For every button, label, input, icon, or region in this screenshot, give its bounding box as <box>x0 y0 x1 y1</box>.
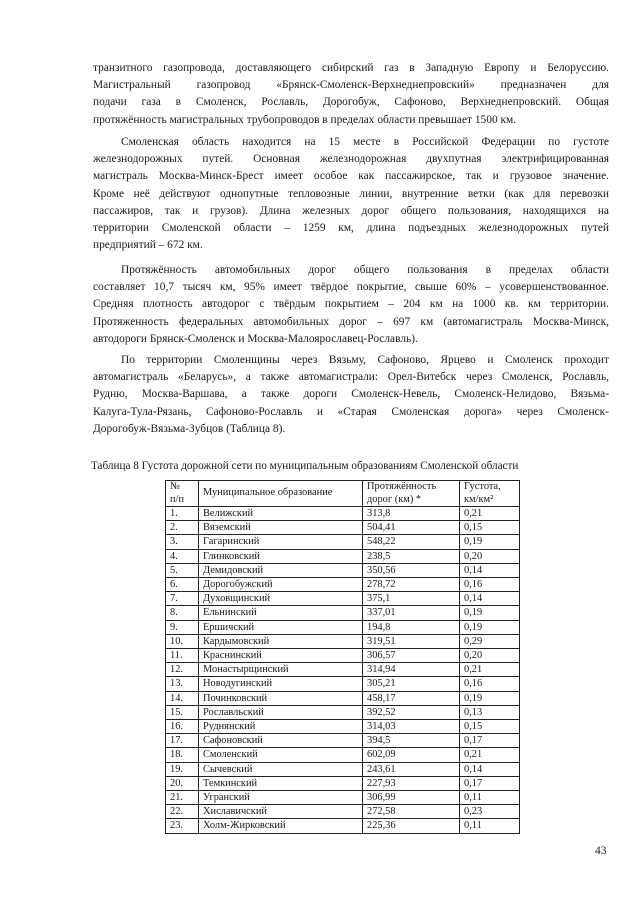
municipality-name: Глинковский <box>199 549 363 563</box>
header-municipality: Муниципальное образование <box>199 481 363 507</box>
row-number: 12. <box>166 663 199 677</box>
text-line: Магистральный газопровод «Брянск-Смоленск-Верхнеднепровский» предназначен для <box>93 79 609 92</box>
road-density: 0,16 <box>460 677 520 691</box>
text-line: подачи газа в Смоленск, Рославль, Дорогобуж, Сафоново, Верхнеднепровский. Общая <box>93 96 609 109</box>
table-row <box>166 805 520 819</box>
road-density: 0,23 <box>460 805 520 819</box>
road-length: 278,72 <box>363 578 460 592</box>
municipality-name: Духовщинский <box>199 592 363 606</box>
road-length: 504,41 <box>363 521 460 535</box>
municipality-name: Хиславичский <box>199 805 363 819</box>
road-density-table <box>165 480 520 834</box>
road-density: 0,20 <box>460 649 520 663</box>
municipality-name: Ершичский <box>199 620 363 634</box>
row-number: 1. <box>166 507 199 521</box>
row-number: 17. <box>166 734 199 748</box>
paragraph-roads <box>93 262 609 348</box>
header-length-line1: Протяжённость <box>367 481 437 492</box>
table-header-row <box>166 481 520 507</box>
road-length: 392,52 <box>363 705 460 719</box>
text-line: железнодорожных путей. Основная железнодорожная двухпутная электрифицированная <box>93 153 609 166</box>
table-row <box>166 578 520 592</box>
municipality-name: Демидовский <box>199 563 363 577</box>
table-row <box>166 592 520 606</box>
road-length: 225,36 <box>363 819 460 833</box>
municipality-name: Починковский <box>199 691 363 705</box>
municipality-name: Вяземский <box>199 521 363 535</box>
municipality-name: Руднянский <box>199 720 363 734</box>
road-density: 0,16 <box>460 578 520 592</box>
table-row <box>166 521 520 535</box>
road-length: 243,61 <box>363 762 460 776</box>
road-density: 0,19 <box>460 535 520 549</box>
road-density: 0,14 <box>460 762 520 776</box>
table-row <box>166 563 520 577</box>
road-length: 458,17 <box>363 691 460 705</box>
municipality-name: Сычевский <box>199 762 363 776</box>
row-number: 10. <box>166 634 199 648</box>
municipality-name: Ельнинский <box>199 606 363 620</box>
row-number: 9. <box>166 620 199 634</box>
row-number: 3. <box>166 535 199 549</box>
header-density-line2: км/км² <box>464 493 494 505</box>
header-length-line2: дорог (км) * <box>367 493 422 505</box>
table-row <box>166 762 520 776</box>
road-length: 314,03 <box>363 720 460 734</box>
road-length: 314,94 <box>363 663 460 677</box>
table-row <box>166 720 520 734</box>
table-row <box>166 691 520 705</box>
table-row <box>166 748 520 762</box>
page-number: 43 <box>595 845 607 857</box>
row-number: 14. <box>166 691 199 705</box>
table-row <box>166 791 520 805</box>
text-line: Смоленская область находится на 15 месте в Российской Федерации по густоте <box>121 136 609 148</box>
table-row <box>166 705 520 719</box>
road-length: 306,57 <box>363 649 460 663</box>
paragraph-gas-pipelines <box>93 60 609 129</box>
road-length: 306,99 <box>363 791 460 805</box>
table-row <box>166 776 520 790</box>
table-row <box>166 677 520 691</box>
road-density: 0,14 <box>460 592 520 606</box>
row-number: 2. <box>166 521 199 535</box>
road-length: 227,93 <box>363 776 460 790</box>
road-length: 313,8 <box>363 507 460 521</box>
header-density <box>460 481 520 507</box>
table-body <box>166 507 520 834</box>
row-number: 22. <box>166 805 199 819</box>
row-number: 7. <box>166 592 199 606</box>
road-density: 0,21 <box>460 663 520 677</box>
municipality-name: Рославльский <box>199 705 363 719</box>
municipality-name: Холм-Жирковский <box>199 819 363 833</box>
row-number: 8. <box>166 606 199 620</box>
municipality-name: Кардымовский <box>199 634 363 648</box>
municipality-name: Краснинский <box>199 649 363 663</box>
text-line: предприятий – 672 км. <box>93 239 203 252</box>
road-density: 0,29 <box>460 634 520 648</box>
municipality-name: Темкинский <box>199 776 363 790</box>
row-number: 5. <box>166 563 199 577</box>
road-length: 375,1 <box>363 592 460 606</box>
table-row <box>166 620 520 634</box>
table-row <box>166 663 520 677</box>
text-line: протяжённость магистральных трубопроводов в пределах области превышает 1500 км. <box>93 113 517 126</box>
text-line: пассажиров, так и грузов). Длина железных дорог общего пользования, находящихся на <box>93 204 609 217</box>
road-density: 0,19 <box>460 620 520 634</box>
municipality-name: Монастырщинский <box>199 663 363 677</box>
row-number: 11. <box>166 649 199 663</box>
header-number-line1: № <box>170 481 180 492</box>
road-density: 0,13 <box>460 705 520 719</box>
municipality-name: Смоленский <box>199 748 363 762</box>
road-density: 0,21 <box>460 748 520 762</box>
text-line: Протяженность федеральных автомобильных дорог – 697 км (автомагистраль Москва-Минск, <box>93 315 609 328</box>
table-row <box>166 535 520 549</box>
row-number: 18. <box>166 748 199 762</box>
text-line: автодороги Брянск-Смоленск и Москва-Малоярославец-Рославль). <box>93 332 418 345</box>
municipality-name: Велижский <box>199 507 363 521</box>
row-number: 13. <box>166 677 199 691</box>
row-number: 23. <box>166 819 199 833</box>
row-number: 15. <box>166 705 199 719</box>
road-length: 337,01 <box>363 606 460 620</box>
header-number <box>166 481 199 507</box>
road-density: 0,17 <box>460 734 520 748</box>
row-number: 6. <box>166 578 199 592</box>
road-density: 0,15 <box>460 521 520 535</box>
header-density-line1: Густота, <box>464 481 501 492</box>
road-length: 602,09 <box>363 748 460 762</box>
road-length: 272,58 <box>363 805 460 819</box>
road-density: 0,21 <box>460 507 520 521</box>
paragraph-highways <box>93 352 609 438</box>
text-line: Дорогобуж-Вязьма-Зубцов (Таблица 8). <box>93 422 286 435</box>
road-length: 350,56 <box>363 563 460 577</box>
table-row <box>166 649 520 663</box>
road-length: 194,8 <box>363 620 460 634</box>
municipality-name: Новодугинский <box>199 677 363 691</box>
table-row <box>166 606 520 620</box>
municipality-name: Угранский <box>199 791 363 805</box>
row-number: 21. <box>166 791 199 805</box>
municipality-name: Гагаринский <box>199 535 363 549</box>
row-number: 16. <box>166 720 199 734</box>
road-length: 394,5 <box>363 734 460 748</box>
row-number: 20. <box>166 776 199 790</box>
table-row <box>166 507 520 521</box>
table-row <box>166 819 520 833</box>
row-number: 4. <box>166 549 199 563</box>
road-density: 0,15 <box>460 720 520 734</box>
road-density: 0,19 <box>460 691 520 705</box>
road-length: 319,51 <box>363 634 460 648</box>
municipality-name: Дорогобужский <box>199 578 363 592</box>
table-row <box>166 549 520 563</box>
text-line: Протяжённость автомобильных дорог общего пользования в пределах области <box>121 264 609 276</box>
road-length: 305,21 <box>363 677 460 691</box>
road-length: 548,22 <box>363 535 460 549</box>
paragraph-railways <box>93 134 609 254</box>
header-number-line2: п/п <box>170 493 185 505</box>
table-caption: Таблица 8 Густота дорожной сети по муниципальным образованиям Смоленской области <box>91 460 519 472</box>
text-line: Кроме неё действуют однопутные тепловозные линии, внутренние ветки (как для перевозки <box>93 187 609 200</box>
text-line: Средняя плотность автодорог с твёрдым покрытием – 204 км на 1000 кв. км территории. <box>93 298 609 311</box>
text-line: Калуга-Тула-Рязань, Сафоново-Рославль и «Старая Смоленская дорога» через Смоленск- <box>93 405 609 418</box>
text-line: составляет 10,7 тысяч км, 95% имеет твёрдое покрытие, свыше 60% – усовершенствованное. <box>93 281 609 294</box>
road-density: 0,14 <box>460 563 520 577</box>
row-number: 19. <box>166 762 199 776</box>
table-row <box>166 634 520 648</box>
text-line: транзитного газопровода, доставляющего сибирский газ в Западную Европу и Белоруссию. <box>93 62 609 74</box>
header-road-length <box>363 481 460 507</box>
text-line: По территории Смоленщины через Вязьму, Сафоново, Ярцево и Смоленск проходит <box>121 354 609 366</box>
road-density: 0,11 <box>460 819 520 833</box>
road-density: 0,19 <box>460 606 520 620</box>
text-line: Рудню, Москва-Варшава, а также дороги Смоленск-Невель, Смоленск-Нелидово, Вязьма- <box>93 388 609 401</box>
text-line: автомагистраль «Беларусь», а также автомагистрали: Орел-Витебск через Смоленск, Рославль, <box>93 371 609 384</box>
road-density: 0,17 <box>460 776 520 790</box>
road-length: 238,5 <box>363 549 460 563</box>
table-row <box>166 734 520 748</box>
text-line: территории Смоленской области – 1259 км, длина подъездных железнодорожных путей <box>93 222 609 235</box>
road-density: 0,20 <box>460 549 520 563</box>
municipality-name: Сафоновский <box>199 734 363 748</box>
road-density: 0,11 <box>460 791 520 805</box>
text-line: магистраль Москва-Минск-Брест имеет особое как пассажирское, так и грузовое значение. <box>93 170 609 183</box>
